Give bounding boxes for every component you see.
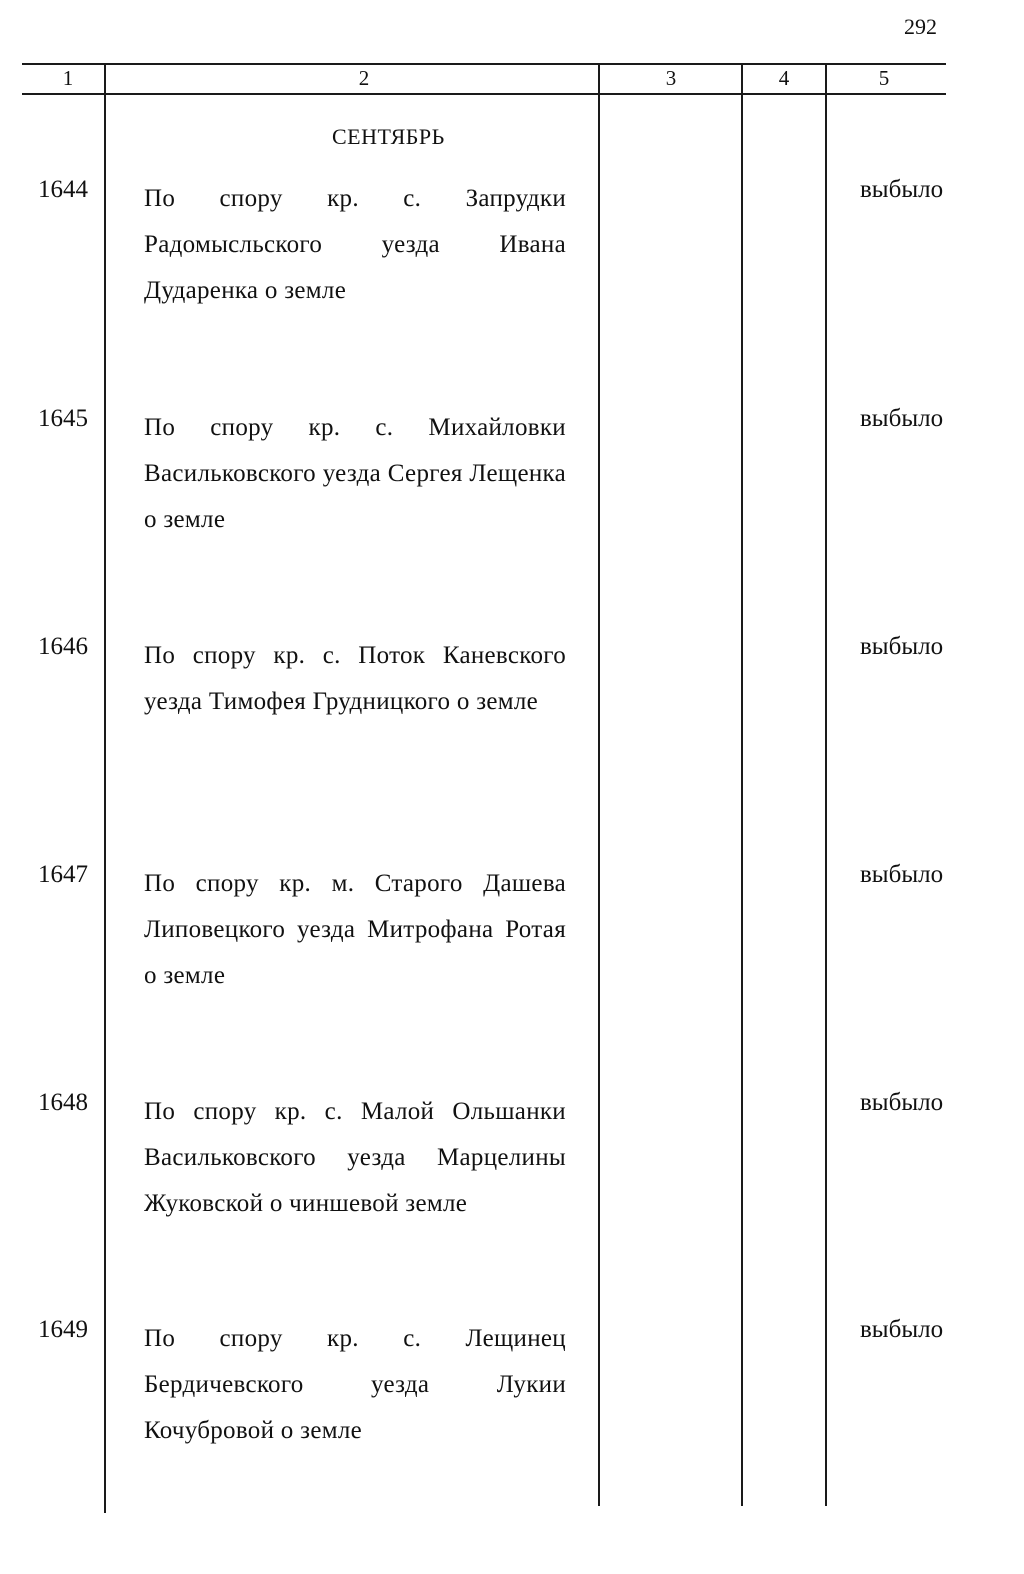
entry-number: 1644: [38, 176, 88, 203]
entry-number: 1646: [38, 633, 88, 660]
entry-status: выбыло: [860, 1089, 944, 1116]
column-header-5: 5: [878, 66, 890, 90]
entry-description: По спору кр. с. Запрудки Радомысльского уезда Ивана Дударенка о земле: [144, 185, 566, 304]
column-header-2: 2: [358, 66, 370, 90]
table-row: [0, 176, 1024, 326]
entry-status: выбыло: [860, 861, 944, 888]
entry-number: 1648: [38, 1089, 88, 1116]
entry-description: По спору кр. с. Малой Ольшанки Васильковского уезда Марцелины Жуковской о чиншевой земле: [144, 1098, 566, 1217]
entry-status: выбыло: [860, 176, 944, 203]
column-header-4: 4: [778, 66, 790, 90]
table-row: [0, 1089, 1024, 1239]
table-top-rule: [22, 63, 946, 65]
column-header-1: 1: [62, 66, 74, 90]
entry-description: По спору кр. с. Лещинец Бердичевского уезда Лукии Кочубровой о земле: [144, 1325, 566, 1444]
entry-description: По спору кр. с. Михайловки Васильковского уезда Сергея Лещенка о земле: [144, 414, 566, 533]
entry-description: По спору кр. м. Старого Дашева Липовецкого уезда Митрофана Ротая о земле: [144, 870, 566, 989]
entry-number: 1649: [38, 1316, 88, 1343]
entry-status: выбыло: [860, 405, 944, 432]
entry-description: По спору кр. с. Поток Каневского уезда Тимофея Грудницкого о земле: [144, 642, 566, 715]
column-header-3: 3: [665, 66, 677, 90]
section-title: СЕНТЯБРЬ: [332, 124, 445, 149]
table-row: [0, 405, 1024, 555]
entry-number: 1647: [38, 861, 88, 888]
entry-status: выбыло: [860, 1316, 944, 1343]
table-row: [0, 633, 1024, 783]
table-row: [0, 861, 1024, 1011]
entry-number: 1645: [38, 405, 88, 432]
table-header-rule: [22, 93, 946, 95]
table-row: [0, 1316, 1024, 1466]
entry-status: выбыло: [860, 633, 944, 660]
page-number: 292: [904, 14, 937, 39]
